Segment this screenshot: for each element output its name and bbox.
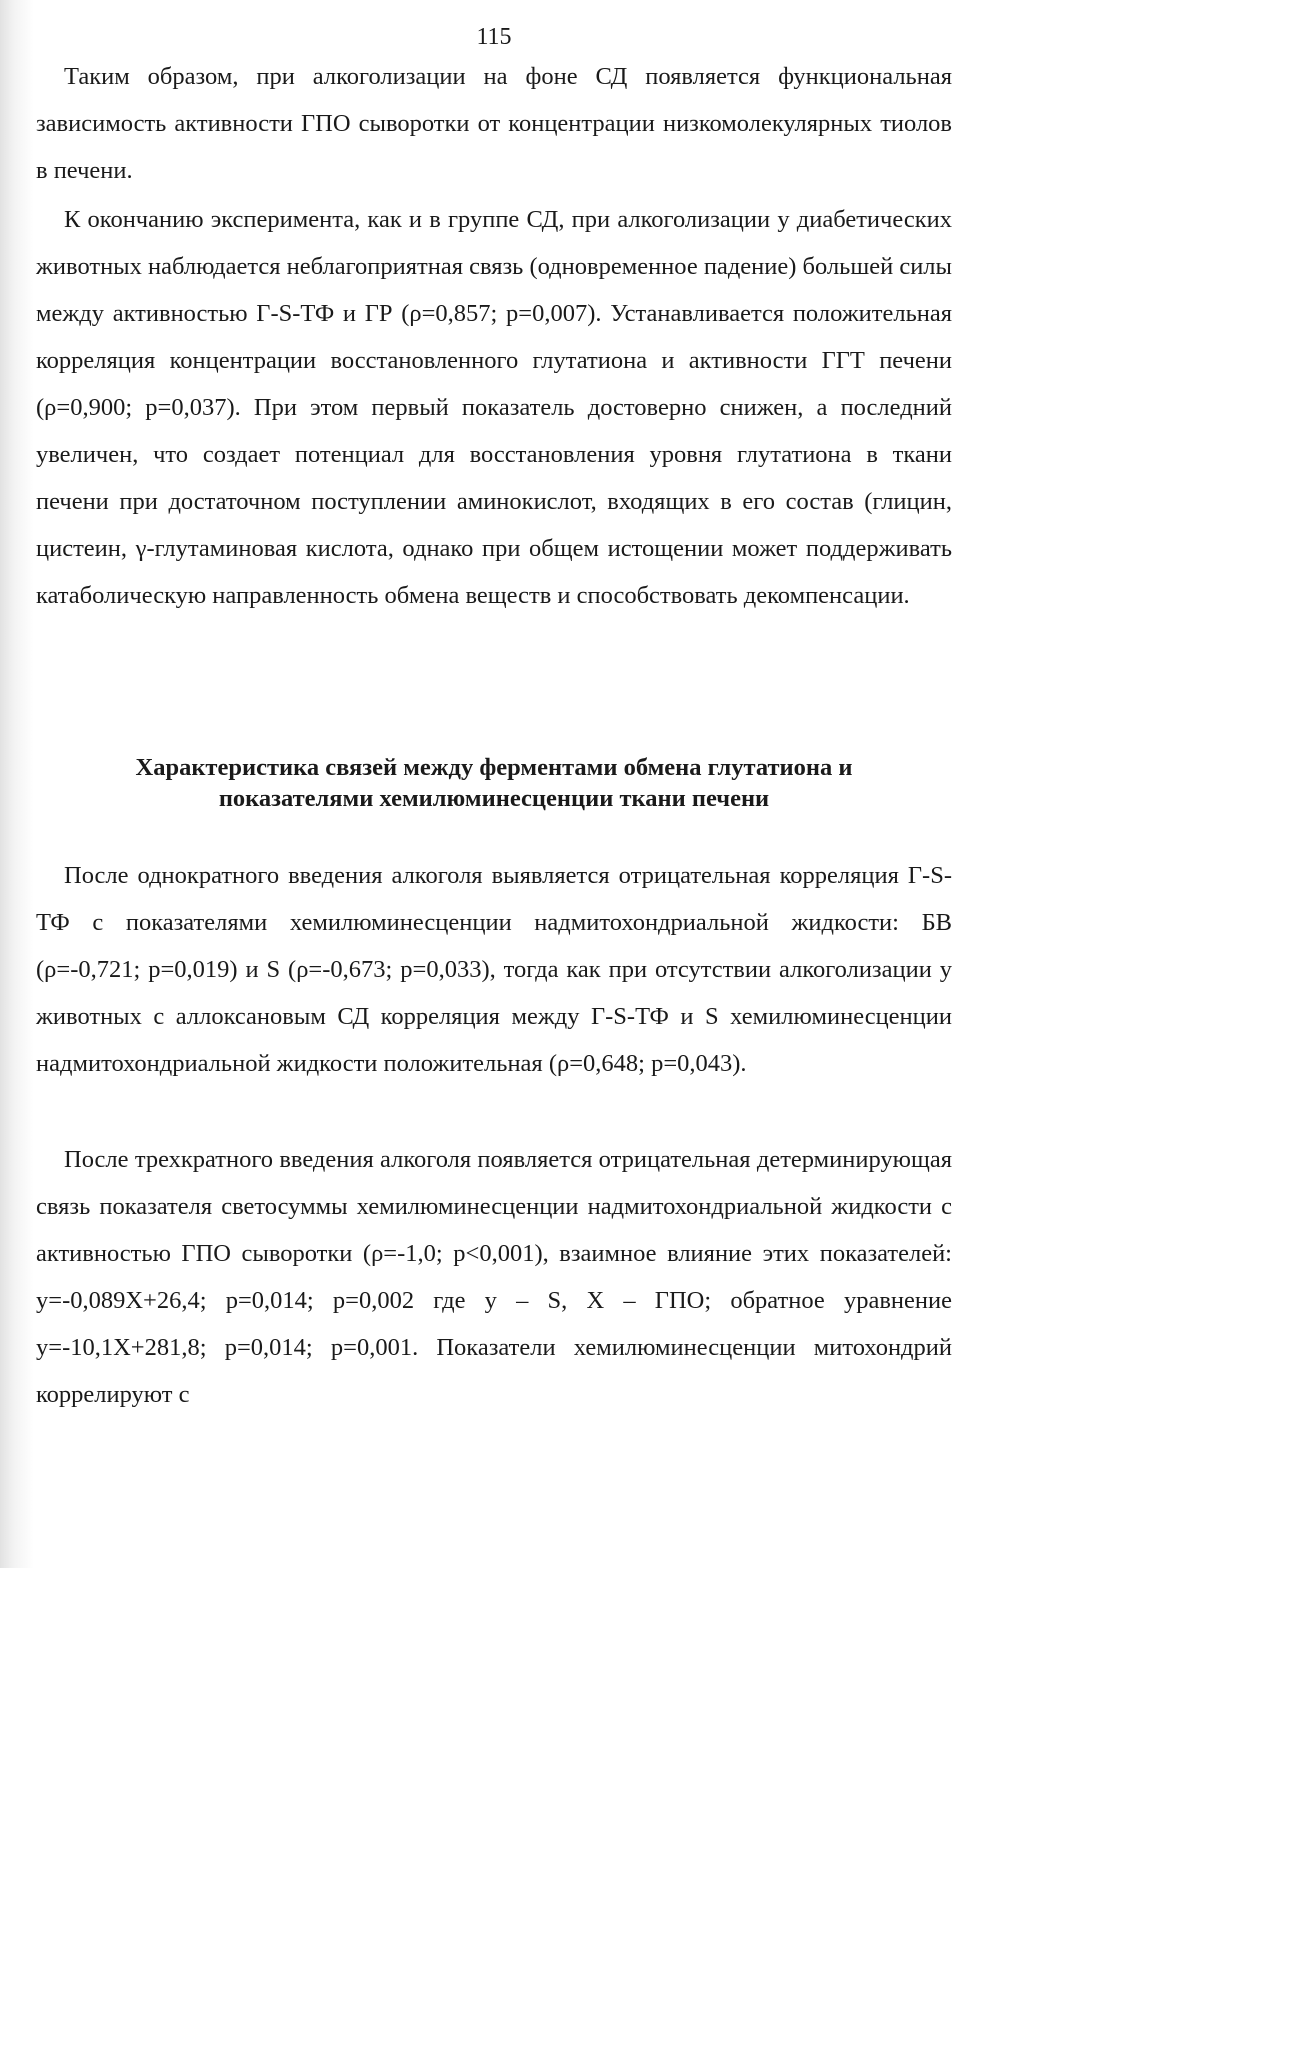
paragraph-single-dose-correlation: После однократного введения алкоголя выявляется отрицательная корреляция Г-S-ТФ с показателями хемилюминесценции надмитохондриальной жидкости: БВ (ρ=-0,721; p=0,019) и S (ρ=-0,673; p=0,033), тогда как при отсутствии алкоголизации у животных с аллоксановым СД корреляция между Г-S-ТФ и S хемилюминесценции надмитохондриальной жидкости положительная (ρ=0,648; p=0,043). <box>36 862 952 1077</box>
section-heading-line-2: показателями хемилюминесценции ткани печени <box>218 785 770 812</box>
scan-shadow-edge <box>0 0 34 1568</box>
paragraph-experiment-end-correlations: К окончанию эксперимента, как и в группе СД, при алкоголизации у диабетических животных наблюдается неблагоприятная связь (одновременное падение) большей силы между активностью Г-S-ТФ и ГР (ρ=0,857; p=0,007). Устанавливается положительная корреляция концентрации восстановленного глутатиона и активности ГГТ печени (ρ=0,900; p=0,037). При этом первый показатель достоверно снижен, а последний увеличен, что создает потенциал для восстановления уровня глутатиона в ткани печени при достаточном поступлении аминокислот, входящих в его состав (глицин, цистеин, γ-глутаминовая кислота, однако при общем истощении может поддерживать катаболическую направленность обмена веществ и способствовать декомпенсации. <box>36 206 952 609</box>
paragraph-alcoholization-conclusion: Таким образом, при алкоголизации на фоне СД появляется функциональная зависимость активности ГПО сыворотки от концентрации низкомолекулярных тиолов в печени. <box>36 63 952 184</box>
page-number: 115 <box>476 24 512 50</box>
section-heading-line-1: Характеристика связей между ферментами обмена глутатиона и <box>135 754 853 781</box>
section-heading <box>36 752 952 814</box>
paragraph-triple-dose-correlation: После трехкратного введения алкоголя появляется отрицательная детерминирующая связь показателя светосуммы хемилюминесценции надмитохондриальной жидкости с активностью ГПО сыворотки (ρ=-1,0; p<0,001), взаимное влияние этих показателей: y=-0,089X+26,4; p=0,014; p=0,002 где y – S, X – ГПО; обратное уравнение y=-10,1X+281,8; p=0,014; p=0,001. Показатели хемилюминесценции митохондрий коррелируют с <box>36 1146 952 1408</box>
